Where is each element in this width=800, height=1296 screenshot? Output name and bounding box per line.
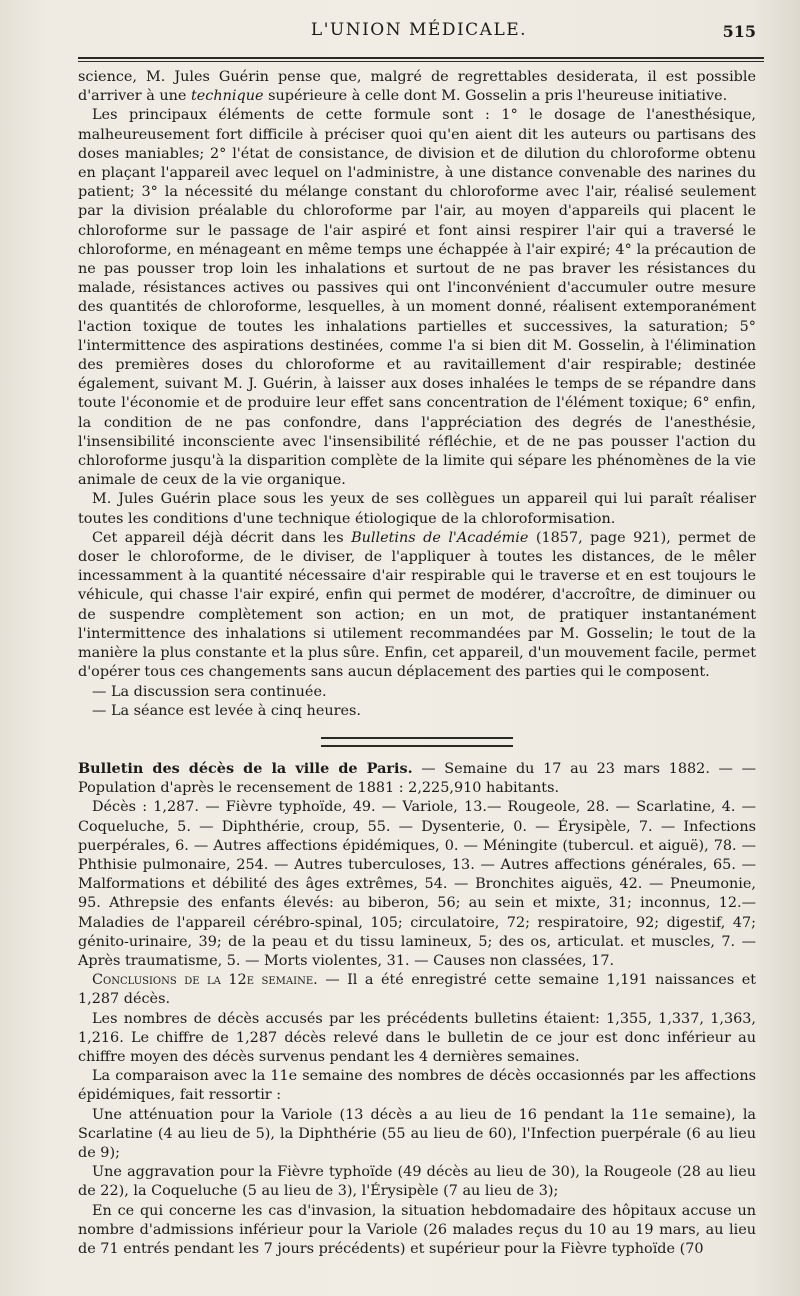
header-rule — [78, 57, 764, 62]
bulletin-intro: — Semaine du 17 au 23 mars 1882. — — Population d'après le recensement de 1881 : 2,225,910 habitants. — [78, 760, 756, 797]
p1-text-b: supérieure à celle dont M. Gosselin a pris l'heureuse initiative. — [263, 88, 728, 105]
bulletin-heading — [78, 759, 756, 798]
article-paragraph-6: — La séance est levée à cinq heures. — [92, 702, 361, 719]
bulletin-conclusions — [78, 971, 756, 1009]
p4-text-b: (1857, page 921), permet de doser le chloroforme, de le diviser, de l'appliquer à toutes les distances, de le mêler incessamment à la quantité nécessaire d'air respirable qui le traverse et en est toujours le véhicule, qui chasse l'air expiré, enfin qui permet de modérer, d'accroître, de diminuer ou de suspendre complètement son action; en un mot, de pratiquer instantanément l'intermittence des inhalations si utilement recommandées par M. Gosselin; le tout de la manière la plus constante et la plus sûre. Enfin, cet appareil, d'un mouvement facile, permet d'opérer tous ces changements sans aucun déplacement des parties qui le composent. — [78, 529, 756, 681]
section-divider — [321, 737, 513, 747]
bulletin-aggravation: Une aggravation pour la Fièvre typhoïde (49 décès au lieu de 30), la Rougeole (28 au lieu de 22), la Coqueluche (5 au lieu de 3), l'Érysipèle (7 au lieu de 3); — [78, 1164, 756, 1200]
bulletin-invasion: En ce qui concerne les cas d'invasion, la situation hebdomadaire des hôpitaux accuse un nombre d'admissions inférieur pour la Variole (26 malades reçus du 10 au 19 mars, au lieu de 71 entrés pendant les 7 jours précédents) et supérieur pour la Fièvre typhoïde (70 — [78, 1202, 756, 1257]
article-paragraph-5: — La discussion sera continuée. — [92, 683, 327, 700]
conclusions-label: Conclusions de la 12e semaine. — [92, 972, 318, 989]
article-paragraph-1 — [78, 68, 756, 106]
article-paragraph-4 — [78, 529, 756, 683]
page-body — [78, 68, 756, 1259]
conclusions-text: — Il a été enregistré cette semaine 1,191 naissances et 1,287 décès. — [78, 972, 756, 1008]
page-number: 515 — [722, 22, 756, 41]
p4-text-a: Cet appareil déjà décrit dans les — [92, 529, 352, 546]
p1-emphasis: technique — [191, 88, 264, 105]
p1-text-a: science, M. Jules Guérin pense que, malgré de regrettables desiderata, il est possible d'arriver à une — [78, 69, 756, 105]
bulletin-precedents: Les nombres de décès accusés par les précédents bulletins étaient: 1,355, 1,337, 1,363, 1,216. Le chiffre de 1,287 décès relevé dans le bulletin de ce jour est donc inférieur au chiffre moyen des décès survenus pendant les 4 dernières semaines. — [78, 1010, 756, 1065]
article-paragraph-3: M. Jules Guérin place sous les yeux de ses collègues un appareil qui lui paraît réaliser toutes les conditions d'une technique étiologique de la chloroformisation. — [78, 491, 756, 527]
page-header — [78, 20, 760, 50]
article-paragraph-2: Les principaux éléments de cette formule sont : 1° le dosage de l'anesthésique, malheureusement fort difficile à préciser quoi qu'en aient dit les auteurs ou partisans des doses maniables; 2° l'état de consistance, de division et de dilution du chloroforme obtenu en plaçant l'appareil avec lequel on l'administre, à une distance convenable des narines du patient; 3° la nécessité du mélange constant du chloroforme avec l'air, réalisé seulement par la division préalable du chloroforme par l'air, au moyen d'appareils qui placent le chloroforme sur le passage de l'air aspiré et font ainsi respirer l'air qui a traversé le chloroforme, en ménageant en même temps une échappée à l'air expiré; 4° la précaution de ne pas pousser trop loin les inhalations et surtout de ne pas braver les résistances du malade, résistances actives ou passives qui ont l'inconvénient d'accumuler outre mesure des quantités de chloroforme, lesquelles, à un moment donné, réalisent extemporanément l'action toxique de toutes les inhalations partielles et successives, la saturation; 5° l'intermittence des aspirations destinées, comme l'a si bien dit M. Gosselin, à l'élimination des premières doses du chloroforme et au ravitaillement d'air respirable; destinée également, suivant M. J. Guérin, à laisser aux doses inhalées le temps de se répandre dans toute l'économie et de produire leur effet sans concentration de l'élément toxique; 6° enfin, la condition de ne pas confondre, dans l'appréciation des degrés de l'anesthésie, l'insensibilité inconsciente avec l'insensibilité réfléchie, et de ne pas pousser l'action du chloroforme jusqu'à la disparition complète de la limite qui sépare les phénomènes de la vie animale de ceux de la vie organique. — [78, 107, 756, 489]
bulletin-deces: Décès : 1,287. — Fièvre typhoïde, 49. — Variole, 13.— Rougeole, 28. — Scarlatine, 4. — Coqueluche, 5. — Diphthérie, croup, 55. — Dysenterie, 0. — Érysipèle, 7. — Infections puerpérales, 6. — Autres affections épidémiques, 0. — Méningite (tubercul. et aiguë), 78. — Phthisie pulmonaire, 254. — Autres tuberculoses, 13. — Autres affections générales, 65. — Malformations et débilité des âges extrêmes, 54. — Bronchites aiguës, 42. — Pneumonie, 95. Athrepsie des enfants élevés: au biberon, 56; au sein et mixte, 31; inconnus, 12.— Maladies de l'appareil cérébro-spinal, 105; circulatoire, 72; respiratoire, 92; digestif, 47; génito-urinaire, 39; de la peau et du tissu lamineux, 5; des os, articulat. et muscles, 7. — Après traumatisme, 5. — Morts violentes, 31. — Causes non classées, 17. — [78, 799, 756, 969]
bulletin-attenuation: Une atténuation pour la Variole (13 décès a au lieu de 16 pendant la 11e semaine), la Scarlatine (4 au lieu de 5), la Diphthérie (55 au lieu de 60), l'Infection puerpérale (6 au lieu de 9); — [78, 1106, 756, 1161]
p4-emphasis: Bulletins de l'Académie — [351, 529, 529, 546]
running-title: L'UNION MÉDICALE. — [310, 20, 528, 40]
bulletin-title: Bulletin des décès de la ville de Paris. — [78, 759, 413, 777]
bulletin-comparaison: La comparaison avec la 11e semaine des nombres de décès occasionnés par les affections épidémiques, fait ressortir : — [78, 1068, 756, 1104]
